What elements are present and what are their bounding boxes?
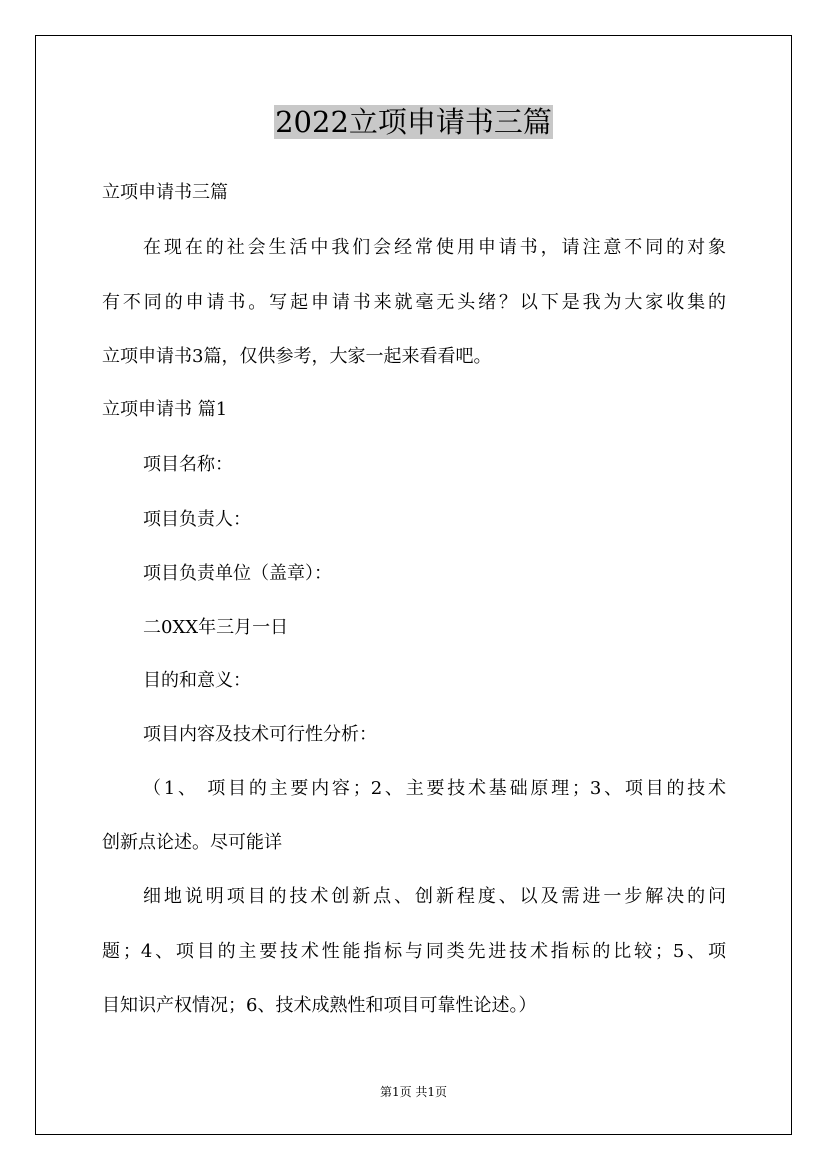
content-paragraph-line: 题；4、项目的主要技术性能指标与同类先进技术指标的比较；5、项	[102, 941, 726, 962]
form-field-label: 项目负责单位（盖章）：	[143, 563, 332, 584]
content-paragraph-line: （1、 项目的主要内容；2、主要技术基础原理；3、项目的技术	[143, 778, 726, 799]
content-paragraph-line: 细地说明项目的技术创新点、创新程度、以及需进一步解决的问	[143, 886, 726, 907]
content-paragraph-line: 目知识产权情况；6、技术成熟性和项目可靠性论述。）	[102, 995, 537, 1016]
content-paragraph-line: 创新点论述。尽可能详	[102, 832, 282, 853]
document-title-text: 2022立项申请书三篇	[275, 105, 552, 139]
page-number-footer: 第1页 共1页	[379, 1085, 448, 1099]
form-field-label: 目的和意义：	[143, 670, 251, 691]
intro-paragraph-line: 立项申请书3篇，仅供参考，大家一起来看看吧。	[102, 346, 492, 367]
article-heading: 立项申请书 篇1	[102, 399, 228, 420]
document-title	[0, 100, 827, 144]
intro-paragraph-line: 在现在的社会生活中我们会经常使用申请书，请注意不同的对象	[143, 237, 726, 258]
form-field-label: 项目名称：	[143, 454, 233, 475]
date-line: 二0XX年三月一日	[143, 617, 289, 638]
form-field-label: 项目负责人：	[143, 509, 251, 530]
form-field-label: 项目内容及技术可行性分析：	[143, 724, 377, 745]
section-heading: 立项申请书三篇	[102, 182, 228, 203]
intro-paragraph-line: 有不同的申请书。写起申请书来就毫无头绪？以下是我为大家收集的	[102, 292, 726, 313]
